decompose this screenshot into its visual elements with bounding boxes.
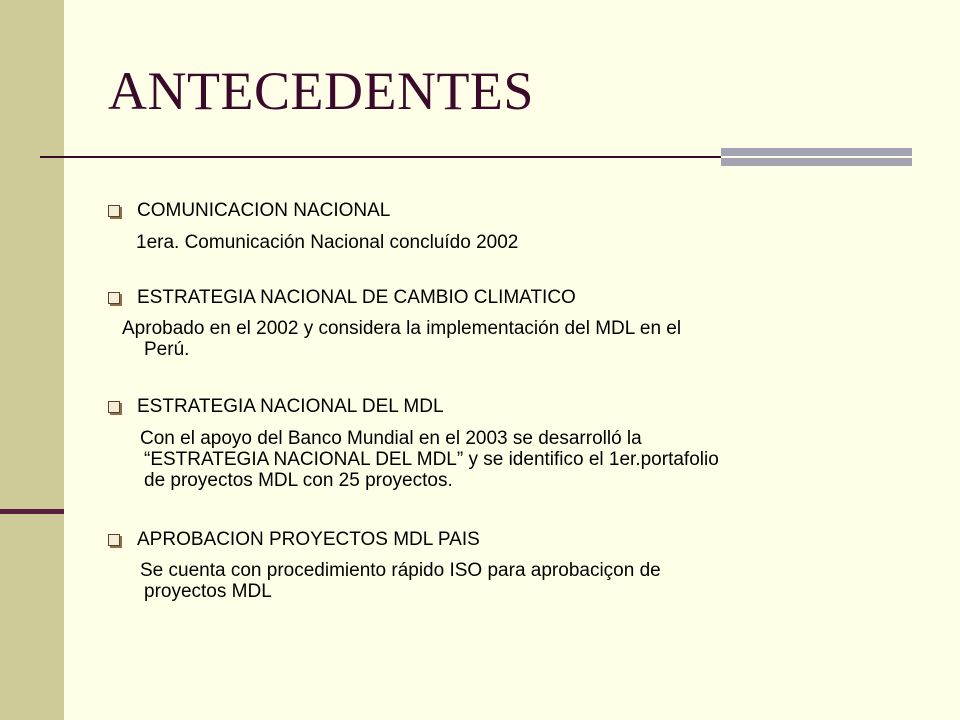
body-line: proyectos MDL bbox=[144, 581, 272, 602]
body-line: Perú. bbox=[144, 339, 190, 360]
square-bullet-icon bbox=[108, 292, 120, 304]
bullet-body bbox=[136, 232, 518, 253]
bullet-label: APROBACION PROYECTOS MDL PAIS bbox=[137, 529, 480, 550]
body-line: 1era. Comunicación Nacional concluído 2002 bbox=[136, 232, 519, 253]
bullet-body bbox=[140, 560, 661, 602]
bullet-label: COMUNICACION NACIONAL bbox=[137, 200, 391, 221]
bullet-body bbox=[140, 428, 719, 491]
bullet-item bbox=[108, 396, 444, 418]
bullet-item bbox=[108, 200, 390, 222]
body-line: de proyectos MDL con 25 proyectos. bbox=[144, 470, 453, 491]
body-line: Con el apoyo del Banco Mundial en el 2003 se desarrolló la bbox=[140, 428, 642, 449]
bullet-label: ESTRATEGIA NACIONAL DE CAMBIO CLIMATICO bbox=[137, 287, 576, 308]
body-line: “ESTRATEGIA NACIONAL DEL MDL” y se identifico el 1er.portafolio bbox=[144, 449, 719, 470]
square-bullet-icon bbox=[108, 534, 120, 546]
sidebar-bar bbox=[0, 0, 64, 720]
square-bullet-icon bbox=[108, 401, 120, 413]
slide-title: ANTECEDENTES bbox=[108, 61, 534, 121]
bullet-body bbox=[122, 318, 681, 360]
square-bullet-icon bbox=[108, 205, 120, 217]
bullet-label: ESTRATEGIA NACIONAL DEL MDL bbox=[137, 396, 444, 417]
bullet-item bbox=[108, 287, 576, 309]
sidebar-accent bbox=[0, 509, 64, 514]
bullet-item bbox=[108, 529, 480, 551]
title-accent-rule bbox=[721, 148, 912, 166]
body-line: Se cuenta con procedimiento rápido ISO para aprobaciçon de bbox=[140, 560, 661, 581]
body-line: Aprobado en el 2002 y considera la implementación del MDL en el bbox=[122, 318, 682, 339]
